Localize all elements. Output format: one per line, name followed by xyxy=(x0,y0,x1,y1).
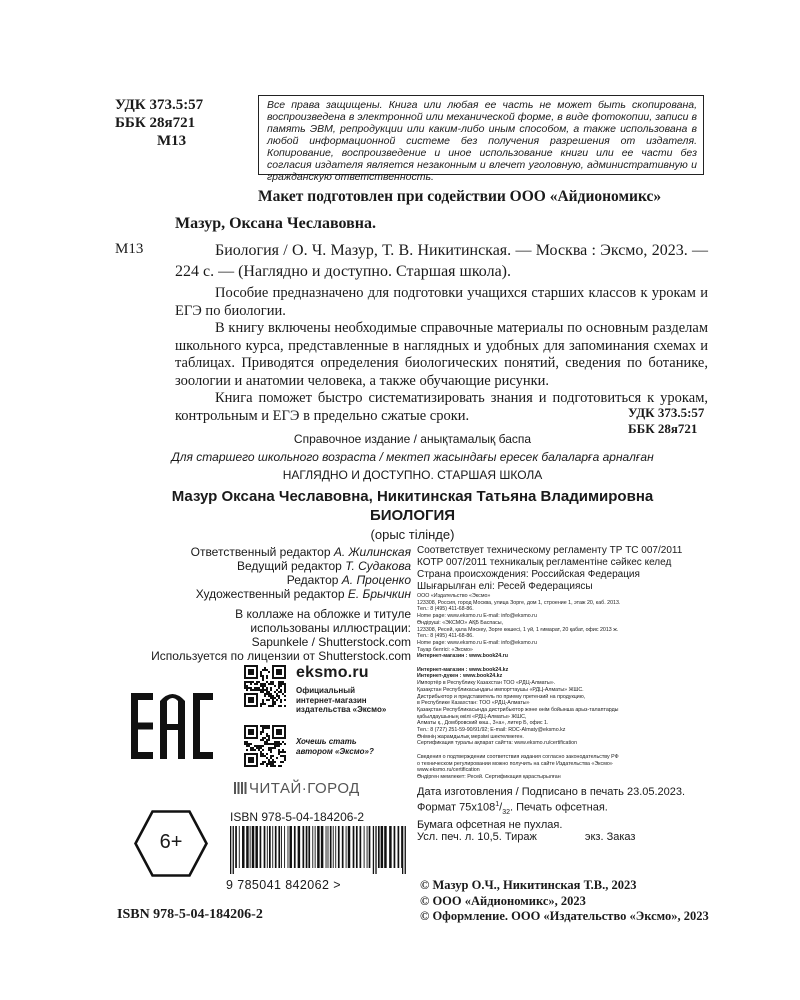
fine-print-line: www.eksmo.ru/certification xyxy=(417,767,480,774)
fine-print-line: Қазақстан Республикасында дистрибьютор және өнім бойынша арыз-талаптарды xyxy=(417,706,619,713)
regulation-line: КОТР 007/2011 техникалық регламентіне сәйкес келед xyxy=(417,557,672,568)
fine-print-line: Сведения о подтверждении соответствия издания согласно законодательству РФ xyxy=(417,753,619,760)
fine-print-line: Сертификация туралы ақпарат сайтта: www.eksmo.ru/certification xyxy=(417,740,578,747)
sheets-label: Усл. печ. л. 10,5. Тираж xyxy=(417,831,537,844)
annotation-paragraph: Книга поможет быстро систематизировать знания и подготовиться к урокам, контрольным и ЕГЭ в предельно сжатые сроки. xyxy=(175,390,708,424)
copyright-block xyxy=(420,878,709,925)
prepared-by: Макет подготовлен при содействии ООО «Айдиономикс» xyxy=(258,188,662,205)
fine-print-line: Тел.: 8 (727) 251-59-90/91/92; E-mail: RDC-Almaty@eksmo.kz xyxy=(417,727,566,734)
bbk-code: ББК 28я721 xyxy=(628,420,698,436)
chitai-gorod-logo xyxy=(234,780,360,797)
authors: Мазур Оксана Чеславовна, Никитинская Татьяна Владимировна xyxy=(171,488,654,505)
illustrations-line: В коллаже на обложке и титуле xyxy=(235,607,411,621)
regulation-line: Соответствует техническому регламенту ТР ТС 007/2011 xyxy=(417,545,683,556)
book-title: БИОЛОГИЯ xyxy=(369,507,456,524)
fine-print-line: Интернет-магазин : www.book24.ru xyxy=(417,653,508,660)
author-qr-code[interactable] xyxy=(244,725,286,767)
fine-print-line xyxy=(417,747,717,754)
fine-print-line: Тауар белгісі: «Эксмо» xyxy=(417,646,473,653)
license-line: Используется по лицензии от Shutterstock.com xyxy=(151,649,411,663)
catalog-author-heading: Мазур, Оксана Чеславовна. xyxy=(175,215,376,232)
audience: Для старшего школьного возраста / мектеп жасындағы ересек балаларға арналған xyxy=(171,450,654,464)
udk-code: УДК 373.5:57 xyxy=(115,97,204,113)
catalog-code: М13 xyxy=(115,241,144,257)
chitai-gorod-text: ЧИТАЙ·ГОРОД xyxy=(249,780,360,797)
eac-mark-icon xyxy=(131,693,213,759)
udk-code: УДК 373.5:57 xyxy=(628,405,705,420)
rights-notice: Все права защищены. Книга или любая ее часть не может быть скопирована, воспроизведена в электронной или механической форме, в виде фотокопии, записи в память ЭВМ, репродукции или каким-либо иным способом, а также использована в любой информационной системе без получения разрешения от издателя. Копирование, воспроизведение и иное использование книги или ее части без согласия издателя является незаконным и влечет уголовную, административную и гражданскую ответственность. xyxy=(258,95,704,175)
annotation-paragraph: В книгу включены необходимые справочные материалы по основным разделам школьного курса, представленные в наглядных и удобных для запоминания схемах и таблицах. Приводятся определения биологических понятий, сведения по ботанике, зоологии и анатомии человека, а также обучающие рисунки. xyxy=(175,320,708,389)
series-name: НАГЛЯДНО И ДОСТУПНО. СТАРШАЯ ШКОЛА xyxy=(282,468,543,482)
eksmo-desc-line: издательства «Эксмо» xyxy=(296,705,387,714)
fine-print-line: 123308, Ресей, қала Мәскеу, Зорге көшесі, 1 үй, 1 ғимарат, 20 қабат, офис 2013 ж. xyxy=(417,626,619,633)
fine-print-line: Home page: www.eksmo.ru E-mail: info@eksmo.ru xyxy=(417,613,537,620)
fine-print-line xyxy=(417,660,717,667)
book-icon xyxy=(234,782,247,794)
eksmo-qr-code[interactable] xyxy=(244,665,286,707)
credit-role: Художественный редактор xyxy=(195,587,345,601)
bbk-code: ББК 28я721 xyxy=(115,115,196,131)
staff-credits xyxy=(115,545,411,663)
isbn-label: ISBN 978-5-04-184206-2 xyxy=(230,810,365,824)
cta-line: автором «Эксмо»? xyxy=(296,746,374,756)
origin-line: Шығарылған елі: Ресей Федерациясы xyxy=(417,581,593,592)
fine-print-line: Қазақстан Республикасындағы импорттаушы «РДЦ-Алматы» ЖШС. xyxy=(417,686,584,693)
paper-type: Бумага офсетная не пухлая. xyxy=(417,818,563,831)
credit-name: Т. Судакова xyxy=(345,559,411,573)
credit-corrector xyxy=(115,573,411,587)
sheets-line xyxy=(417,831,717,844)
fine-print-line: в Республике Казахстан: ТОО «РДЦ-Алматы» xyxy=(417,700,530,707)
fine-print-line: 123308, Россия, город Москва, улица Зорге, дом 1, строение 1, этаж 20, каб. 2013. xyxy=(417,599,621,606)
credit-role: Ответственный редактор xyxy=(190,545,331,559)
copyright-line: © Оформление. ООО «Издательство «Эксмо», 2023 xyxy=(420,909,709,923)
fine-print-line: Дистрибьютор и представитель по приему претензий на продукцию, xyxy=(417,693,586,700)
format-sup: 1 xyxy=(495,800,500,808)
print-info xyxy=(417,786,717,844)
illustrations-line: использованы иллюстрации: xyxy=(250,621,411,635)
credit-editor xyxy=(115,545,411,559)
fine-print-line: Өндірген мемлекет: Ресей. Сертификация қарастырылған xyxy=(417,773,561,780)
format-suffix: . Печать офсетная. xyxy=(510,801,608,814)
eksmo-desc-line: Официальный xyxy=(296,686,356,695)
copyright-line: © Мазур О.Ч., Никитинская Т.В., 2023 xyxy=(420,878,637,892)
catalog-entry: Биология / О. Ч. Мазур, Т. В. Никитинская. — Москва : Эксмо, 2023. — 224 с. — (Наглядно и доступно. Старшая школа). xyxy=(175,242,708,280)
format-sub: 32 xyxy=(502,808,510,816)
classification-codes xyxy=(115,96,203,150)
eksmo-description xyxy=(296,686,386,715)
format-prefix: Формат 75х108 xyxy=(417,801,496,814)
fine-print-line: Өнімнің жарамдылық мерзімі шектелмеген. xyxy=(417,733,524,740)
publisher-fine-print xyxy=(417,593,717,781)
barcode-digits: 9 785041 842062 > xyxy=(226,878,341,892)
print-format: Формат $75х108^1/_{32}$. Печать офсетная. xyxy=(417,800,608,816)
credit-art-editor xyxy=(115,587,411,601)
fine-print-line: қабылдаушының өкілі «РДЦ-Алматы» ЖШС, xyxy=(417,713,527,720)
age-rating-label: 6+ xyxy=(159,831,183,853)
isbn-bottom: ISBN 978-5-04-184206-2 xyxy=(117,907,263,922)
technical-specs xyxy=(417,545,717,781)
become-author-cta xyxy=(296,737,374,756)
annotation-paragraph: Пособие предназначено для подготовки учащихся старших классов к урокам и ЕГЭ по биологии. xyxy=(175,285,708,319)
credit-role: Редактор xyxy=(286,573,339,587)
origin-line: Страна происхождения: Российская Федерация xyxy=(417,569,640,580)
annotation xyxy=(175,285,708,425)
fine-print-line: Home page: www.eksmo.ru E-mail: info@eksmo.ru xyxy=(417,639,537,646)
copyright-line: © ООО «Айдиономикс», 2023 xyxy=(420,893,586,908)
fine-print-line: Интернет-дүкен : www.book24.kz xyxy=(417,673,503,680)
illustrations-line: Sapunkele / Shutterstock.com xyxy=(251,635,411,649)
fine-print-line: Тел.: 8 (495) 411-68-86. xyxy=(417,606,474,613)
credit-lead-editor xyxy=(115,559,411,573)
edition-type: Справочное издание / анықтамалық баспа xyxy=(293,432,532,446)
print-date: Дата изготовления / Подписано в печать 23.05.2023. xyxy=(417,786,686,798)
eksmo-desc-line: интернет-магазин xyxy=(296,695,367,705)
author-mark: М13 xyxy=(157,133,187,149)
fine-print-line: ООО «Издательство «Эксмо» xyxy=(417,593,491,599)
eksmo-url[interactable]: eksmo.ru xyxy=(296,664,369,681)
cta-line: Хочешь стать xyxy=(296,737,357,746)
fine-print-line: Интернет-магазин : www.book24.kz xyxy=(417,666,509,673)
isbn-barcode xyxy=(226,826,410,874)
credit-role: Ведущий редактор xyxy=(236,559,342,573)
credit-name: А. Жилинская xyxy=(333,545,411,559)
fine-print-line: Тел.: 8 (495) 411-68-86. xyxy=(417,633,474,640)
language-note: (орыс тілінде) xyxy=(370,527,455,542)
credit-name: Е. Брычкин xyxy=(347,587,411,601)
fine-print-line: Алматы қ., Домбровский көш., 3«а», литер Б, офис 1. xyxy=(417,720,549,727)
order-label: экз. Заказ xyxy=(584,831,636,844)
fine-print-line: Өндіруші: «ЭКСМО» АҚБ Баспасы, xyxy=(417,619,504,626)
fine-print-line: Импортёр в Республику Казахстан ТОО «РДЦ-Алматы». xyxy=(417,680,556,687)
credit-name: А. Проценко xyxy=(341,573,411,587)
fine-print-line: о техническом регулировании можно получить на сайте Издательства «Эксмо» xyxy=(417,760,613,767)
